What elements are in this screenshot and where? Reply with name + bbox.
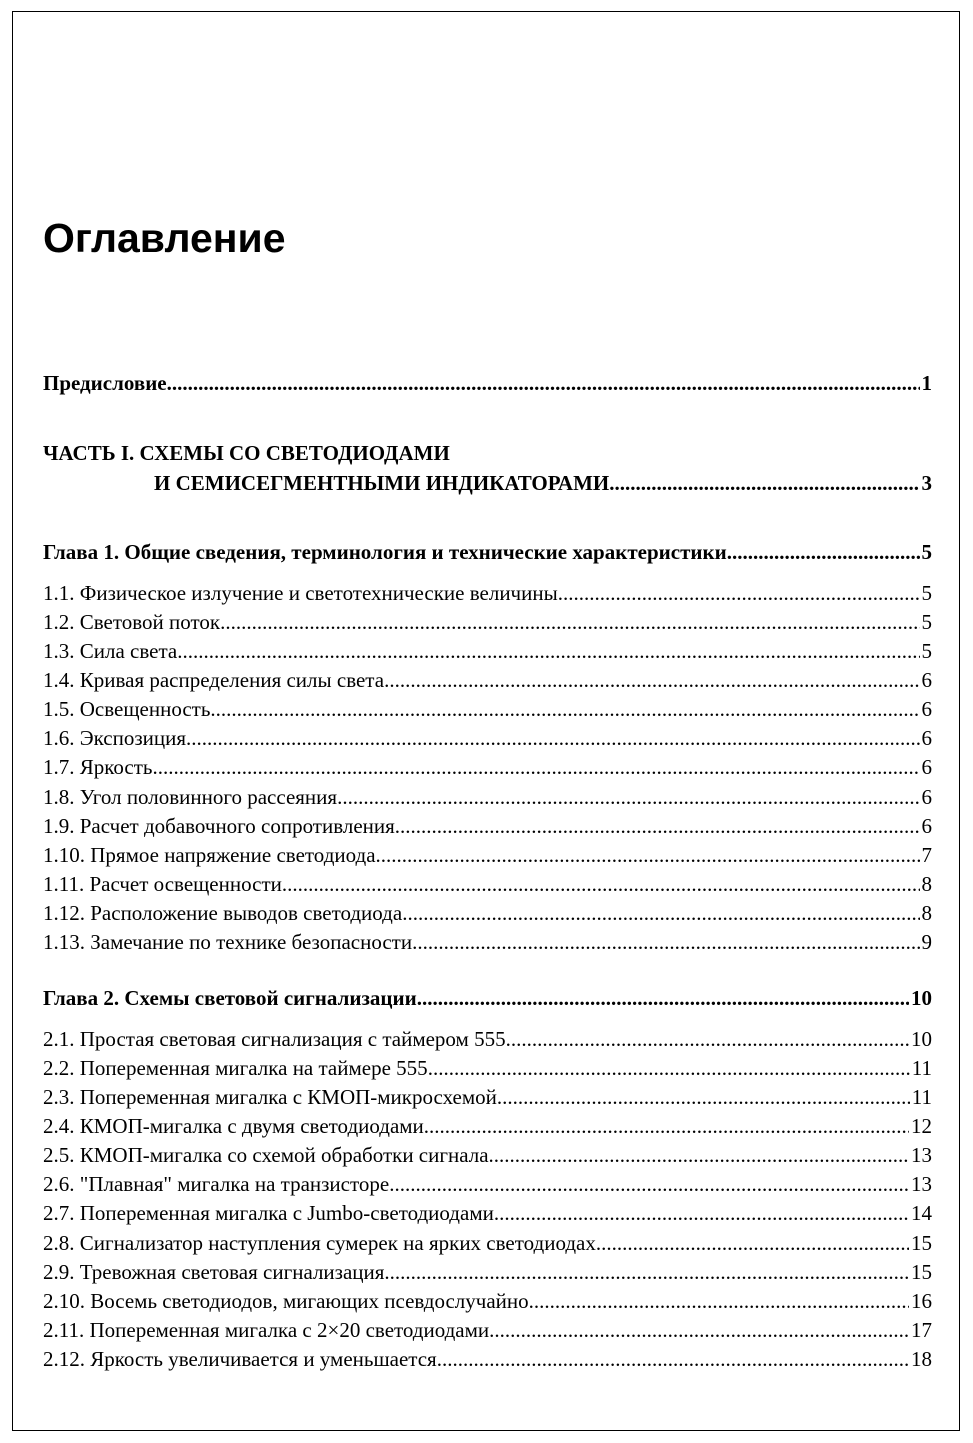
toc-entry-section[interactable] [43, 1317, 932, 1343]
toc-entry-label: 2.12. Яркость увеличивается и уменьшается [43, 1346, 437, 1371]
toc-page-number: 8 [921, 900, 932, 925]
toc-page-number: 5 [921, 540, 932, 564]
toc-entry-label: Предисловие [43, 371, 167, 395]
toc-entry-chapter-1[interactable] [43, 539, 932, 565]
toc-entry-label: 2.3. Попеременная мигалка с КМОП-микросхемой [43, 1085, 497, 1110]
toc-entry-section[interactable] [43, 1026, 932, 1052]
toc-page-number: 12 [911, 1114, 932, 1139]
toc-entry-section[interactable] [43, 1259, 932, 1285]
toc-page-number: 9 [921, 929, 932, 954]
dot-leader [376, 842, 920, 868]
toc-entry-label: 1.3. Сила света [43, 639, 178, 664]
toc-entry-section[interactable] [43, 1113, 932, 1139]
dot-leader [384, 667, 919, 693]
dot-leader [489, 1317, 909, 1343]
dot-leader [177, 638, 919, 664]
dot-leader [497, 1084, 910, 1110]
toc-page-number: 6 [921, 813, 932, 838]
dot-leader [506, 1026, 909, 1052]
dot-leader [153, 754, 920, 780]
toc-part-1-heading[interactable]: ЧАСТЬ I. СХЕМЫ СО СВЕТОДИОДАМИ [43, 441, 450, 465]
toc-entry-label: 1.1. Физическое излучение и светотехнические величины [43, 581, 558, 605]
toc-entry-chapter-2[interactable] [43, 985, 932, 1011]
toc-page-number: 10 [911, 1027, 932, 1051]
dot-leader [220, 609, 919, 635]
dot-leader [558, 580, 920, 606]
toc-entry-label: 2.5. КМОП-мигалка со схемой обработки сигнала [43, 1143, 489, 1168]
dot-leader [494, 1200, 909, 1226]
dot-leader [417, 985, 909, 1011]
toc-page-number: 5 [921, 639, 932, 664]
toc-entry-section[interactable] [43, 638, 932, 664]
toc-entry-label: 2.2. Попеременная мигалка на таймере 555 [43, 1056, 428, 1081]
toc-page-number: 1 [921, 371, 932, 395]
toc-entry-preface[interactable] [43, 370, 932, 396]
toc-page-number: 6 [921, 755, 932, 780]
toc-entry-section[interactable] [43, 1230, 932, 1256]
toc-page-number: 10 [911, 986, 932, 1010]
dot-leader [609, 470, 919, 496]
toc-entry-label: 2.9. Тревожная световая сигнализация [43, 1259, 385, 1284]
dot-leader [489, 1142, 909, 1168]
toc-entry-section[interactable] [43, 929, 932, 955]
toc-page-number: 6 [921, 726, 932, 751]
dot-leader [402, 900, 919, 926]
toc-entry-section[interactable] [43, 784, 932, 810]
toc-entry-label: 1.12. Расположение выводов светодиода [43, 900, 403, 925]
toc-entry-label: 2.10. Восемь светодиодов, мигающих псевдослучайно [43, 1288, 529, 1313]
toc-entry-section[interactable] [43, 871, 932, 897]
toc-entry-label: 1.10. Прямое напряжение светодиода [43, 842, 376, 867]
toc-entry-label: Глава 1. Общие сведения, терминология и технические характеристики [43, 540, 727, 564]
dot-leader [412, 929, 919, 955]
toc-page-number: 14 [911, 1201, 932, 1226]
toc-entry-section[interactable] [43, 725, 932, 751]
dot-leader [437, 1346, 909, 1372]
dot-leader [529, 1288, 909, 1314]
toc-page-number: 6 [921, 697, 932, 722]
dot-leader [210, 696, 919, 722]
toc-page-number: 5 [921, 610, 932, 635]
toc-page-number: 15 [911, 1259, 932, 1284]
toc-entry-label: 1.7. Яркость [43, 755, 153, 780]
toc-page-number: 11 [911, 1056, 932, 1081]
toc-entry-label: 1.5. Освещенность [43, 697, 211, 722]
toc-entry-label: 1.9. Расчет добавочного сопротивления [43, 813, 395, 838]
toc-entry-label: 2.1. Простая световая сигнализация с таймером 555 [43, 1027, 506, 1051]
dot-leader [424, 1113, 909, 1139]
toc-entry-label: 2.4. КМОП-мигалка с двумя светодиодами [43, 1114, 424, 1139]
dot-leader [727, 539, 920, 565]
toc-entry-section[interactable] [43, 667, 932, 693]
toc-entry-label: 1.13. Замечание по технике безопасности [43, 929, 413, 954]
toc-entry-label: Глава 2. Схемы световой сигнализации [43, 986, 417, 1010]
toc-entry-label: 1.11. Расчет освещенности [43, 871, 282, 896]
toc-entry-section[interactable] [43, 1055, 932, 1081]
toc-entry-label: 2.11. Попеременная мигалка с 2×20 светодиодами [43, 1317, 490, 1342]
toc-entry-section[interactable] [43, 1346, 932, 1372]
dot-leader [282, 871, 920, 897]
toc-entry-section[interactable] [43, 754, 932, 780]
dot-leader [395, 813, 920, 839]
toc-entry-section[interactable] [43, 580, 932, 606]
toc-entry-label: 1.8. Угол половинного рассеяния [43, 784, 338, 809]
toc-entry-label: 2.8. Сигнализатор наступления сумерек на ярких светодиодах [43, 1230, 596, 1255]
toc-entry-section[interactable] [43, 813, 932, 839]
toc-entry-section[interactable] [43, 842, 932, 868]
toc-entry-section[interactable] [43, 609, 932, 635]
toc-entry-section[interactable] [43, 696, 932, 722]
toc-entry-label: 2.6. "Плавная" мигалка на транзисторе [43, 1172, 390, 1197]
dot-leader [186, 725, 919, 751]
toc-entry-label: 1.2. Световой поток [43, 610, 221, 635]
toc-page-number: 13 [911, 1143, 932, 1168]
toc-page-number: 13 [911, 1172, 932, 1197]
page-title: Оглавление [43, 215, 286, 261]
toc-page-number: 7 [921, 842, 932, 867]
toc-page-number: 6 [921, 668, 932, 693]
toc-page-number: 15 [911, 1230, 932, 1255]
page-frame [12, 11, 960, 1431]
toc-page-number: 6 [921, 784, 932, 809]
toc-entry-section[interactable] [43, 1200, 932, 1226]
toc-page-number: 11 [911, 1085, 932, 1110]
dot-leader [167, 370, 920, 396]
toc-entry-section[interactable] [43, 900, 932, 926]
toc-entry-label: И СЕМИСЕГМЕНТНЫМИ ИНДИКАТОРАМИ [154, 471, 610, 495]
dot-leader [389, 1171, 909, 1197]
toc-page-number: 16 [911, 1288, 932, 1313]
toc-entry-label: 1.6. Экспозиция [43, 726, 187, 751]
toc-entry-part-1[interactable] [43, 470, 932, 496]
toc-page-number: 8 [921, 871, 932, 896]
toc-entry-section[interactable] [43, 1288, 932, 1314]
dot-leader [428, 1055, 910, 1081]
dot-leader [384, 1259, 909, 1285]
toc-entry-section[interactable] [43, 1171, 932, 1197]
toc-page-number: 18 [911, 1346, 932, 1371]
toc-page-number: 3 [921, 471, 932, 495]
dot-leader [337, 784, 919, 810]
toc-entry-label: 2.7. Попеременная мигалка с Jumbo-светодиодами [43, 1201, 494, 1226]
toc-entry-section[interactable] [43, 1142, 932, 1168]
dot-leader [596, 1230, 909, 1256]
toc-page-number: 5 [921, 581, 932, 605]
toc-entry-section[interactable] [43, 1084, 932, 1110]
toc-entry-label: 1.4. Кривая распределения силы света [43, 668, 385, 693]
toc-page-number: 17 [911, 1317, 932, 1342]
